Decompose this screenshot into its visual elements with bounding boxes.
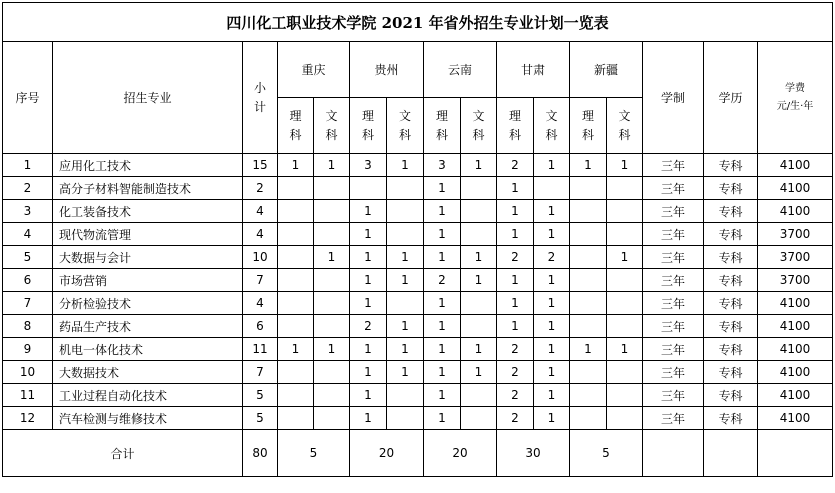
row-quota-cell bbox=[387, 407, 424, 430]
row-seq-cell: 6 bbox=[3, 269, 53, 292]
header-science: 理科 bbox=[424, 98, 461, 154]
row-quota-cell: 1 bbox=[350, 269, 387, 292]
enrollment-plan-table bbox=[2, 2, 833, 477]
row-quota-cell bbox=[278, 200, 314, 223]
row-degree-cell: 专科 bbox=[704, 292, 758, 315]
header-duration: 学制 bbox=[643, 42, 704, 154]
row-quota-cell bbox=[278, 292, 314, 315]
row-quota-cell: 1 bbox=[534, 407, 570, 430]
row-fee-cell: 4100 bbox=[758, 384, 833, 407]
total-duration-cell bbox=[643, 430, 704, 477]
row-quota-cell: 1 bbox=[497, 315, 534, 338]
table-row bbox=[3, 338, 833, 361]
row-degree-cell: 专科 bbox=[704, 200, 758, 223]
table-row bbox=[3, 384, 833, 407]
row-seq-cell: 1 bbox=[3, 154, 53, 177]
header-degree: 学历 bbox=[704, 42, 758, 154]
row-quota-cell: 1 bbox=[461, 154, 497, 177]
row-duration-cell: 三年 bbox=[643, 154, 704, 177]
row-quota-cell: 2 bbox=[497, 246, 534, 269]
row-seq-cell: 5 bbox=[3, 246, 53, 269]
row-subtotal-cell: 15 bbox=[243, 154, 278, 177]
row-quota-cell bbox=[387, 177, 424, 200]
row-quota-cell bbox=[278, 269, 314, 292]
row-quota-cell: 1 bbox=[424, 384, 461, 407]
row-quota-cell bbox=[607, 200, 643, 223]
row-quota-cell bbox=[461, 384, 497, 407]
row-quota-cell bbox=[278, 407, 314, 430]
row-major-cell: 大数据技术 bbox=[53, 361, 243, 384]
row-duration-cell: 三年 bbox=[643, 223, 704, 246]
total-row bbox=[3, 430, 833, 477]
row-quota-cell: 1 bbox=[424, 246, 461, 269]
row-quota-cell: 1 bbox=[424, 315, 461, 338]
table-row bbox=[3, 315, 833, 338]
table-row bbox=[3, 223, 833, 246]
row-duration-cell: 三年 bbox=[643, 200, 704, 223]
header-science: 理科 bbox=[497, 98, 534, 154]
row-subtotal-cell: 5 bbox=[243, 407, 278, 430]
header-arts: 文科 bbox=[461, 98, 497, 154]
row-subtotal-cell: 4 bbox=[243, 200, 278, 223]
row-subtotal-cell: 7 bbox=[243, 269, 278, 292]
header-province-chongqing: 重庆 bbox=[278, 42, 350, 98]
row-seq-cell: 12 bbox=[3, 407, 53, 430]
row-fee-cell: 4100 bbox=[758, 292, 833, 315]
header-fee: 学费 元/生·年 bbox=[758, 42, 833, 154]
row-duration-cell: 三年 bbox=[643, 177, 704, 200]
row-quota-cell: 1 bbox=[534, 292, 570, 315]
row-quota-cell: 2 bbox=[497, 154, 534, 177]
row-quota-cell bbox=[314, 407, 350, 430]
row-quota-cell: 1 bbox=[350, 384, 387, 407]
row-seq-cell: 10 bbox=[3, 361, 53, 384]
row-quota-cell: 1 bbox=[350, 338, 387, 361]
row-quota-cell bbox=[570, 223, 607, 246]
table-row bbox=[3, 246, 833, 269]
row-major-cell: 高分子材料智能制造技术 bbox=[53, 177, 243, 200]
row-quota-cell bbox=[278, 384, 314, 407]
row-degree-cell: 专科 bbox=[704, 361, 758, 384]
row-quota-cell: 1 bbox=[534, 200, 570, 223]
row-quota-cell: 1 bbox=[387, 154, 424, 177]
row-duration-cell: 三年 bbox=[643, 292, 704, 315]
row-quota-cell bbox=[314, 200, 350, 223]
row-quota-cell bbox=[607, 361, 643, 384]
row-degree-cell: 专科 bbox=[704, 407, 758, 430]
row-quota-cell: 1 bbox=[497, 177, 534, 200]
header-province-guizhou: 贵州 bbox=[350, 42, 424, 98]
row-quota-cell: 1 bbox=[314, 246, 350, 269]
table-row bbox=[3, 269, 833, 292]
row-quota-cell: 1 bbox=[424, 338, 461, 361]
row-degree-cell: 专科 bbox=[704, 269, 758, 292]
row-duration-cell: 三年 bbox=[643, 384, 704, 407]
row-quota-cell: 1 bbox=[461, 246, 497, 269]
row-subtotal-cell: 4 bbox=[243, 292, 278, 315]
row-quota-cell: 1 bbox=[534, 361, 570, 384]
row-quota-cell bbox=[278, 315, 314, 338]
header-science: 理科 bbox=[278, 98, 314, 154]
row-quota-cell: 1 bbox=[278, 338, 314, 361]
row-quota-cell: 1 bbox=[387, 338, 424, 361]
row-quota-cell: 1 bbox=[497, 200, 534, 223]
row-quota-cell bbox=[461, 177, 497, 200]
row-duration-cell: 三年 bbox=[643, 361, 704, 384]
row-fee-cell: 3700 bbox=[758, 269, 833, 292]
row-quota-cell bbox=[314, 315, 350, 338]
header-arts: 文科 bbox=[607, 98, 643, 154]
row-subtotal-cell: 5 bbox=[243, 384, 278, 407]
row-fee-cell: 3700 bbox=[758, 223, 833, 246]
row-quota-cell: 1 bbox=[461, 269, 497, 292]
row-quota-cell bbox=[387, 384, 424, 407]
row-degree-cell: 专科 bbox=[704, 246, 758, 269]
row-quota-cell: 1 bbox=[350, 292, 387, 315]
row-quota-cell bbox=[534, 177, 570, 200]
header-province-xinjiang: 新疆 bbox=[570, 42, 643, 98]
row-quota-cell bbox=[314, 269, 350, 292]
row-subtotal-cell: 10 bbox=[243, 246, 278, 269]
row-fee-cell: 4100 bbox=[758, 407, 833, 430]
total-province-cell: 5 bbox=[278, 430, 350, 477]
row-quota-cell: 3 bbox=[424, 154, 461, 177]
row-quota-cell bbox=[314, 177, 350, 200]
row-major-cell: 化工装备技术 bbox=[53, 200, 243, 223]
row-quota-cell: 1 bbox=[607, 246, 643, 269]
table-row bbox=[3, 177, 833, 200]
row-quota-cell: 2 bbox=[497, 361, 534, 384]
row-subtotal-cell: 7 bbox=[243, 361, 278, 384]
row-quota-cell bbox=[570, 384, 607, 407]
row-quota-cell bbox=[607, 407, 643, 430]
header-science: 理科 bbox=[350, 98, 387, 154]
row-quota-cell: 2 bbox=[350, 315, 387, 338]
row-quota-cell bbox=[570, 407, 607, 430]
row-quota-cell bbox=[314, 223, 350, 246]
header-seq: 序号 bbox=[3, 42, 53, 154]
row-quota-cell: 1 bbox=[424, 177, 461, 200]
table-row bbox=[3, 407, 833, 430]
row-quota-cell bbox=[278, 177, 314, 200]
row-quota-cell: 1 bbox=[424, 407, 461, 430]
row-subtotal-cell: 4 bbox=[243, 223, 278, 246]
row-quota-cell: 1 bbox=[607, 338, 643, 361]
row-quota-cell: 1 bbox=[424, 292, 461, 315]
total-province-cell: 5 bbox=[570, 430, 643, 477]
row-seq-cell: 9 bbox=[3, 338, 53, 361]
row-degree-cell: 专科 bbox=[704, 154, 758, 177]
row-fee-cell: 4100 bbox=[758, 200, 833, 223]
row-quota-cell bbox=[461, 407, 497, 430]
row-degree-cell: 专科 bbox=[704, 338, 758, 361]
row-quota-cell: 1 bbox=[534, 269, 570, 292]
row-major-cell: 大数据与会计 bbox=[53, 246, 243, 269]
row-quota-cell: 2 bbox=[534, 246, 570, 269]
row-quota-cell: 1 bbox=[497, 292, 534, 315]
row-quota-cell bbox=[278, 361, 314, 384]
row-major-cell: 工业过程自动化技术 bbox=[53, 384, 243, 407]
row-quota-cell: 2 bbox=[424, 269, 461, 292]
row-quota-cell bbox=[461, 223, 497, 246]
row-quota-cell bbox=[607, 177, 643, 200]
row-quota-cell: 1 bbox=[350, 361, 387, 384]
total-label-cell: 合计 bbox=[3, 430, 243, 477]
row-fee-cell: 4100 bbox=[758, 315, 833, 338]
row-quota-cell bbox=[314, 292, 350, 315]
row-quota-cell: 1 bbox=[350, 223, 387, 246]
row-quota-cell bbox=[314, 384, 350, 407]
row-fee-cell: 4100 bbox=[758, 177, 833, 200]
row-major-cell: 应用化工技术 bbox=[53, 154, 243, 177]
row-quota-cell bbox=[387, 223, 424, 246]
total-province-cell: 30 bbox=[497, 430, 570, 477]
row-quota-cell bbox=[350, 177, 387, 200]
row-duration-cell: 三年 bbox=[643, 315, 704, 338]
row-quota-cell: 3 bbox=[350, 154, 387, 177]
row-quota-cell: 1 bbox=[424, 223, 461, 246]
row-quota-cell: 1 bbox=[350, 246, 387, 269]
row-quota-cell bbox=[387, 292, 424, 315]
row-major-cell: 药品生产技术 bbox=[53, 315, 243, 338]
row-major-cell: 现代物流管理 bbox=[53, 223, 243, 246]
row-seq-cell: 11 bbox=[3, 384, 53, 407]
row-quota-cell bbox=[461, 292, 497, 315]
row-major-cell: 市场营销 bbox=[53, 269, 243, 292]
row-quota-cell: 1 bbox=[424, 361, 461, 384]
row-fee-cell: 4100 bbox=[758, 154, 833, 177]
row-quota-cell: 1 bbox=[387, 361, 424, 384]
table-row bbox=[3, 292, 833, 315]
row-subtotal-cell: 11 bbox=[243, 338, 278, 361]
row-quota-cell: 1 bbox=[570, 154, 607, 177]
row-quota-cell bbox=[570, 292, 607, 315]
row-quota-cell: 1 bbox=[461, 338, 497, 361]
total-province-cell: 20 bbox=[350, 430, 424, 477]
row-quota-cell bbox=[570, 200, 607, 223]
row-quota-cell: 1 bbox=[497, 223, 534, 246]
row-quota-cell bbox=[607, 315, 643, 338]
table-row bbox=[3, 154, 833, 177]
row-major-cell: 机电一体化技术 bbox=[53, 338, 243, 361]
row-degree-cell: 专科 bbox=[704, 177, 758, 200]
row-degree-cell: 专科 bbox=[704, 223, 758, 246]
row-quota-cell bbox=[570, 177, 607, 200]
row-quota-cell: 1 bbox=[387, 246, 424, 269]
row-quota-cell: 1 bbox=[534, 384, 570, 407]
row-fee-cell: 4100 bbox=[758, 361, 833, 384]
row-quota-cell bbox=[607, 292, 643, 315]
row-fee-cell: 4100 bbox=[758, 338, 833, 361]
row-duration-cell: 三年 bbox=[643, 407, 704, 430]
row-quota-cell bbox=[607, 384, 643, 407]
row-fee-cell: 3700 bbox=[758, 246, 833, 269]
header-province-gansu: 甘肃 bbox=[497, 42, 570, 98]
row-quota-cell bbox=[570, 246, 607, 269]
row-degree-cell: 专科 bbox=[704, 384, 758, 407]
row-quota-cell bbox=[607, 269, 643, 292]
total-fee-cell bbox=[758, 430, 833, 477]
row-duration-cell: 三年 bbox=[643, 246, 704, 269]
row-quota-cell: 1 bbox=[278, 154, 314, 177]
row-quota-cell bbox=[314, 361, 350, 384]
table-title: 四川化工职业技术学院 2021 年省外招生专业计划一览表 bbox=[3, 3, 833, 42]
row-quota-cell: 2 bbox=[497, 384, 534, 407]
total-province-cell: 20 bbox=[424, 430, 497, 477]
row-quota-cell bbox=[570, 269, 607, 292]
header-subtotal: 小计 bbox=[243, 42, 278, 154]
row-quota-cell: 1 bbox=[314, 154, 350, 177]
header-arts: 文科 bbox=[534, 98, 570, 154]
table-row bbox=[3, 200, 833, 223]
row-quota-cell: 1 bbox=[461, 361, 497, 384]
row-quota-cell bbox=[387, 200, 424, 223]
header-science: 理科 bbox=[570, 98, 607, 154]
row-subtotal-cell: 6 bbox=[243, 315, 278, 338]
row-quota-cell: 1 bbox=[314, 338, 350, 361]
total-subtotal-cell: 80 bbox=[243, 430, 278, 477]
row-quota-cell: 1 bbox=[387, 269, 424, 292]
row-quota-cell bbox=[461, 200, 497, 223]
row-seq-cell: 4 bbox=[3, 223, 53, 246]
header-major: 招生专业 bbox=[53, 42, 243, 154]
row-quota-cell bbox=[461, 315, 497, 338]
total-degree-cell bbox=[704, 430, 758, 477]
row-quota-cell: 1 bbox=[534, 338, 570, 361]
row-quota-cell: 1 bbox=[534, 315, 570, 338]
row-quota-cell bbox=[570, 315, 607, 338]
row-duration-cell: 三年 bbox=[643, 338, 704, 361]
row-quota-cell: 1 bbox=[424, 200, 461, 223]
row-major-cell: 分析检验技术 bbox=[53, 292, 243, 315]
row-quota-cell bbox=[278, 223, 314, 246]
row-quota-cell: 1 bbox=[350, 407, 387, 430]
header-province-yunnan: 云南 bbox=[424, 42, 497, 98]
row-quota-cell: 1 bbox=[607, 154, 643, 177]
row-quota-cell: 1 bbox=[570, 338, 607, 361]
row-seq-cell: 7 bbox=[3, 292, 53, 315]
row-quota-cell: 1 bbox=[534, 154, 570, 177]
row-quota-cell: 1 bbox=[534, 223, 570, 246]
row-quota-cell bbox=[607, 223, 643, 246]
row-quota-cell: 1 bbox=[497, 269, 534, 292]
row-seq-cell: 8 bbox=[3, 315, 53, 338]
row-degree-cell: 专科 bbox=[704, 315, 758, 338]
row-quota-cell: 2 bbox=[497, 338, 534, 361]
table-row bbox=[3, 361, 833, 384]
row-quota-cell: 2 bbox=[497, 407, 534, 430]
row-duration-cell: 三年 bbox=[643, 269, 704, 292]
row-subtotal-cell: 2 bbox=[243, 177, 278, 200]
row-quota-cell: 1 bbox=[350, 200, 387, 223]
row-seq-cell: 2 bbox=[3, 177, 53, 200]
row-quota-cell: 1 bbox=[387, 315, 424, 338]
header-arts: 文科 bbox=[387, 98, 424, 154]
row-major-cell: 汽车检测与维修技术 bbox=[53, 407, 243, 430]
header-arts: 文科 bbox=[314, 98, 350, 154]
row-seq-cell: 3 bbox=[3, 200, 53, 223]
row-quota-cell bbox=[278, 246, 314, 269]
row-quota-cell bbox=[570, 361, 607, 384]
